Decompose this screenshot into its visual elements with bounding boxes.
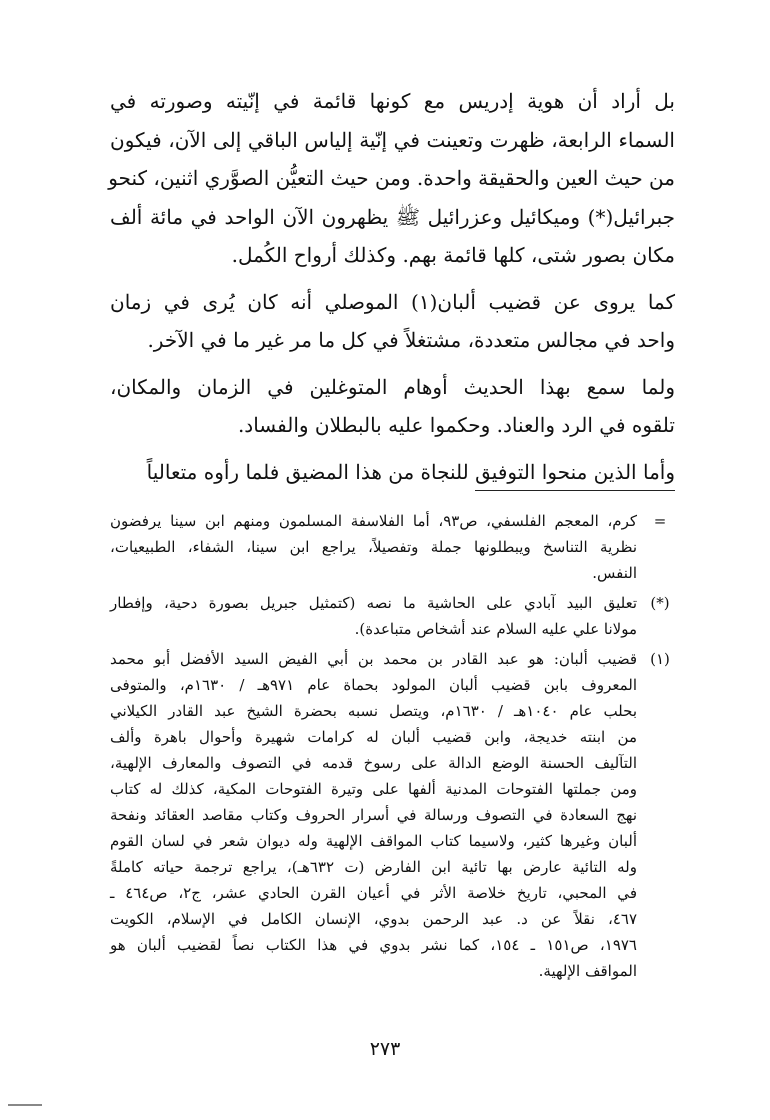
footnote-line: المعروف بابن قضيب ألبان المولود بحماة عام ٩٧١هـ / ١٦٣٠م، والمتوفى bbox=[110, 676, 637, 694]
text-line: وأما الذين منحوا التوفيق للنجاة من هذا المضيق فلما رأوه متعالياً bbox=[146, 459, 675, 484]
footnote-marker: (*) bbox=[650, 594, 670, 612]
footnote bbox=[110, 646, 675, 984]
page-number: ٢٧٣ bbox=[369, 1038, 401, 1060]
footnote-line: التآليف الحسنة الوضع الدالة على رسوخ قدمه في التصوف والمعارف الإلهية، bbox=[110, 754, 637, 772]
footnote-line: ألبان وغيرها كثير، ولاسيما كتاب المواقف الإلهية وله ديوان شعر في لسان القوم bbox=[110, 832, 637, 850]
footnote-line: كرم، المعجم الفلسفي، ص٩٣، أما الفلاسفة المسلمون ومنهم ابن سينا يرفضون bbox=[110, 512, 637, 530]
paragraph bbox=[110, 82, 675, 275]
scan-edge-mark bbox=[8, 1104, 42, 1106]
paragraph bbox=[110, 453, 675, 492]
text-line: واحد في مجالس متعددة، مشتغلاً في كل ما مر غير ما في الآخر. bbox=[147, 328, 675, 352]
paragraph bbox=[110, 368, 675, 445]
footnotes bbox=[110, 508, 675, 988]
footnote-line: ٤٦٧، نقلاً عن د. عبد الرحمن بدوي، الإنسان الكامل في الإسلام، الكويت bbox=[110, 910, 637, 928]
footnote-separator bbox=[475, 490, 675, 491]
text-line: جبرائيل(*) وميكائيل وعزرائيل ﷺ يظهرون الآن الواحد في مائة ألف bbox=[110, 204, 675, 229]
text-line: كما يروى عن قضيب ألبان(١) الموصلي أنه كان يُرى في زمان bbox=[110, 289, 675, 314]
footnote-line: من ابنته خديجة، وابن قضيب ألبان له كرامات شهيرة وأحوال باهرة وألف bbox=[110, 728, 637, 746]
paragraph bbox=[110, 283, 675, 360]
footnote-line: تعليق البيد آبادي على الحاشية ما نصه (كتمثيل جبريل بصورة دحية، وإفطار bbox=[110, 594, 637, 612]
footnote bbox=[110, 590, 675, 642]
footnote-line: ١٩٧٦، ص١٥١ ـ ١٥٤، كما نشر بدوي في هذا الكتاب نصاً لقضيب ألبان هو bbox=[110, 936, 637, 954]
text-line: السماء الرابعة، ظهرت وتعينت في إنّية إلياس الباقي إلى الآن، فيكون bbox=[110, 127, 675, 152]
footnote-line: ومن جملتها الفتوحات المدنية ألفها على وتيرة الفتوحات المكية، كذلك له كتاب bbox=[110, 780, 637, 798]
footnote-line: وله التائية عارض بها تائية ابن الفارض (ت ٦٣٢هـ)، يراجع ترجمة حياته كاملةً bbox=[110, 858, 637, 876]
text-line: ولما سمع بهذا الحديث أوهام المتوغلين في الزمان والمكان، bbox=[110, 374, 675, 399]
footnote-line: في المحبي، تاريخ خلاصة الأثر في أعيان القرن الحادي عشر، ج٢، ص٤٦٤ ـ bbox=[110, 884, 637, 902]
footnote-line: مولانا علي عليه السلام عند أشخاص متباعدة). bbox=[354, 620, 637, 638]
text-line: من حيث العين والحقيقة واحدة. ومن حيث التعيُّن الصوَّري اثنين، كنحو bbox=[108, 166, 675, 190]
footnote-line: النفس. bbox=[592, 564, 637, 582]
footnote-marker: (١) bbox=[650, 650, 670, 668]
main-text bbox=[110, 82, 675, 499]
footnote-line: نظرية التناسخ ويبطلونها جملة وتفصيلاً، يراجع ابن سينا، الشفاء، الطبيعيات، bbox=[110, 538, 637, 556]
footnote-line: نهج السعادة في التصوف ورسالة في أسرار الحروف وكتاب مقاصد العقائد ونفحة bbox=[110, 806, 637, 824]
footnote-marker: = bbox=[653, 512, 667, 530]
footnote-line: بحلب عام ١٠٤٠هـ / ١٦٣٠م، ويتصل نسبه بحضرة الشيخ عبد القادر الكيلاني bbox=[110, 702, 637, 720]
footnote bbox=[110, 508, 675, 586]
footnote-line: المواقف الإلهية. bbox=[538, 962, 637, 980]
text-line: تلقوه في الرد والعناد. وحكموا عليه بالبطلان والفساد. bbox=[237, 413, 675, 437]
text-line: مكان بصور شتى، كلها قائمة بهم. وكذلك أرواح الكُمل. bbox=[231, 243, 675, 267]
text-line: بل أراد أن هوية إدريس مع كونها قائمة في إنّيته وصورته في bbox=[110, 89, 675, 113]
footnote-line: قضيب ألبان: هو عبد القادر بن محمد بن أبي الفيض السيد الأفضل أبو محمد bbox=[110, 650, 637, 668]
